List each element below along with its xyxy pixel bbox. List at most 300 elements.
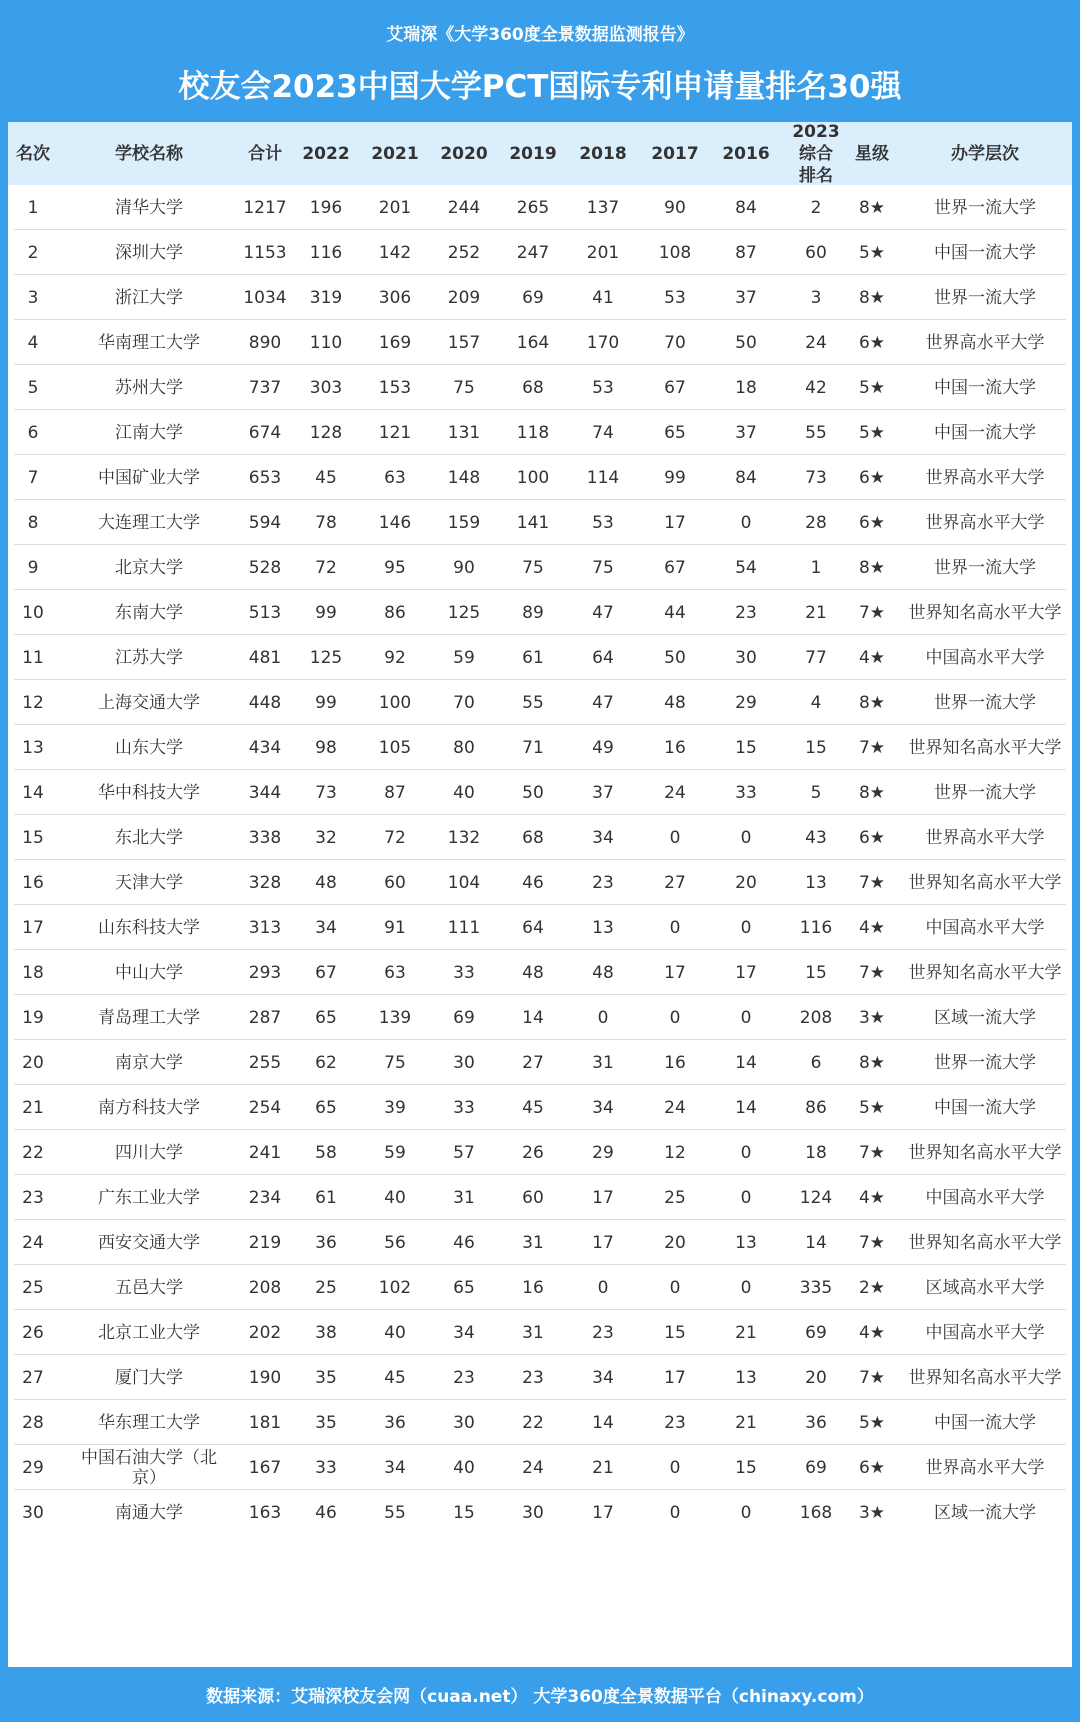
cell-y2016: 14 <box>735 1097 757 1118</box>
cell-y2019: 61 <box>522 647 544 668</box>
table-row <box>8 230 1072 275</box>
cell-overall-rank-2023: 24 <box>805 332 827 353</box>
cell-y2018: 201 <box>586 242 620 263</box>
cell-y2021: 86 <box>384 602 406 623</box>
cell-y2017: 0 <box>669 917 681 938</box>
cell-y2017: 67 <box>664 377 686 398</box>
page-title: 校友会2023中国大学PCT国际专利申请量排名30强 <box>178 69 902 105</box>
cell-y2022: 36 <box>315 1232 337 1253</box>
cell-school-level: 世界一流大学 <box>934 692 1036 713</box>
cell-school-name: 南方科技大学 <box>98 1097 200 1118</box>
cell-y2017: 0 <box>669 1277 681 1298</box>
cell-school-name: 南京大学 <box>115 1052 183 1073</box>
table-row <box>8 995 1072 1040</box>
cell-y2020: 159 <box>447 512 481 533</box>
cell-overall-rank-2023: 2 <box>810 197 822 218</box>
cell-y2016: 15 <box>735 737 757 758</box>
cell-total: 674 <box>248 422 282 443</box>
cell-y2020: 46 <box>453 1232 475 1253</box>
cell-y2022: 38 <box>315 1322 337 1343</box>
cell-y2019: 46 <box>522 872 544 893</box>
cell-star-level: 7★ <box>858 1367 886 1388</box>
cell-y2021: 34 <box>384 1457 406 1478</box>
cell-star-level: 8★ <box>858 692 886 713</box>
cell-y2020: 34 <box>453 1322 475 1343</box>
cell-y2020: 131 <box>447 422 481 443</box>
cell-school-name: 苏州大学 <box>115 377 183 398</box>
header-y2020: 2020 <box>440 143 488 164</box>
cell-y2018: 41 <box>592 287 614 308</box>
cell-y2020: 104 <box>447 872 481 893</box>
table-row <box>8 1175 1072 1220</box>
cell-overall-rank-2023: 6 <box>810 1052 822 1073</box>
cell-y2017: 50 <box>664 647 686 668</box>
cell-star-level: 6★ <box>858 1457 886 1478</box>
cell-rank: 9 <box>27 557 39 578</box>
cell-y2019: 141 <box>516 512 550 533</box>
cell-y2018: 29 <box>592 1142 614 1163</box>
cell-y2022: 32 <box>315 827 337 848</box>
cell-y2019: 23 <box>522 1367 544 1388</box>
cell-y2016: 13 <box>735 1232 757 1253</box>
cell-y2018: 13 <box>592 917 614 938</box>
cell-overall-rank-2023: 21 <box>805 602 827 623</box>
cell-y2021: 87 <box>384 782 406 803</box>
header-y2018: 2018 <box>579 143 627 164</box>
cell-school-level: 世界一流大学 <box>934 782 1036 803</box>
cell-y2016: 0 <box>740 917 752 938</box>
cell-y2019: 68 <box>522 827 544 848</box>
table-row <box>8 590 1072 635</box>
cell-total: 241 <box>248 1142 282 1163</box>
cell-y2022: 116 <box>309 242 343 263</box>
cell-star-level: 8★ <box>858 557 886 578</box>
cell-rank: 10 <box>22 602 44 623</box>
cell-y2020: 157 <box>447 332 481 353</box>
cell-y2020: 40 <box>453 782 475 803</box>
cell-y2016: 17 <box>735 962 757 983</box>
cell-y2020: 80 <box>453 737 475 758</box>
cell-y2020: 30 <box>453 1052 475 1073</box>
cell-y2021: 95 <box>384 557 406 578</box>
cell-y2021: 63 <box>384 467 406 488</box>
cell-y2016: 0 <box>740 512 752 533</box>
cell-overall-rank-2023: 15 <box>805 737 827 758</box>
header-school-name: 学校名称 <box>115 143 183 164</box>
cell-rank: 1 <box>27 197 39 218</box>
cell-y2021: 121 <box>378 422 412 443</box>
cell-y2021: 56 <box>384 1232 406 1253</box>
cell-y2016: 30 <box>735 647 757 668</box>
data-source-footer: 数据来源：艾瑞深校友会网（cuaa.net） 大学360度全景数据平台（chinaxy.com） <box>206 1687 874 1707</box>
cell-y2018: 23 <box>592 872 614 893</box>
cell-school-level: 区域一流大学 <box>934 1502 1036 1523</box>
cell-y2018: 17 <box>592 1187 614 1208</box>
cell-y2018: 49 <box>592 737 614 758</box>
table-row <box>8 455 1072 500</box>
ranking-table <box>8 122 1072 1667</box>
cell-y2022: 99 <box>315 602 337 623</box>
cell-y2017: 53 <box>664 287 686 308</box>
cell-y2021: 100 <box>378 692 412 713</box>
cell-y2020: 90 <box>453 557 475 578</box>
cell-y2019: 45 <box>522 1097 544 1118</box>
cell-star-level: 4★ <box>858 1187 886 1208</box>
cell-school-name: 江南大学 <box>115 422 183 443</box>
cell-y2016: 0 <box>740 1502 752 1523</box>
table-header <box>8 122 1072 185</box>
cell-y2020: 70 <box>453 692 475 713</box>
cell-y2021: 92 <box>384 647 406 668</box>
cell-school-name: 山东大学 <box>115 737 183 758</box>
cell-star-level: 8★ <box>858 197 886 218</box>
cell-overall-rank-2023: 20 <box>805 1367 827 1388</box>
cell-star-level: 8★ <box>858 782 886 803</box>
cell-y2021: 306 <box>378 287 412 308</box>
cell-y2019: 22 <box>522 1412 544 1433</box>
cell-y2022: 65 <box>315 1097 337 1118</box>
cell-y2019: 55 <box>522 692 544 713</box>
cell-total: 481 <box>248 647 282 668</box>
cell-y2020: 59 <box>453 647 475 668</box>
cell-rank: 22 <box>22 1142 44 1163</box>
cell-school-name: 西安交通大学 <box>98 1232 200 1253</box>
table-row <box>8 365 1072 410</box>
header-rank: 名次 <box>16 143 50 164</box>
cell-school-level: 区域一流大学 <box>934 1007 1036 1028</box>
cell-rank: 3 <box>27 287 39 308</box>
cell-y2018: 47 <box>592 602 614 623</box>
cell-y2022: 303 <box>309 377 343 398</box>
cell-school-name: 南通大学 <box>115 1502 183 1523</box>
cell-y2017: 17 <box>664 962 686 983</box>
cell-overall-rank-2023: 116 <box>799 917 833 938</box>
header-star-level: 星级 <box>855 143 889 164</box>
cell-y2016: 0 <box>740 827 752 848</box>
cell-star-level: 3★ <box>858 1007 886 1028</box>
cell-total: 254 <box>248 1097 282 1118</box>
cell-total: 313 <box>248 917 282 938</box>
cell-y2022: 34 <box>315 917 337 938</box>
cell-total: 513 <box>248 602 282 623</box>
cell-school-level: 世界一流大学 <box>934 197 1036 218</box>
cell-y2017: 17 <box>664 1367 686 1388</box>
cell-school-name: 华中科技大学 <box>98 782 200 803</box>
cell-rank: 27 <box>22 1367 44 1388</box>
cell-y2019: 16 <box>522 1277 544 1298</box>
table-row <box>8 275 1072 320</box>
cell-rank: 28 <box>22 1412 44 1433</box>
cell-y2018: 74 <box>592 422 614 443</box>
header-school-level: 办学层次 <box>951 143 1019 164</box>
table-row <box>8 1400 1072 1445</box>
cell-total: 338 <box>248 827 282 848</box>
cell-total: 234 <box>248 1187 282 1208</box>
cell-y2017: 44 <box>664 602 686 623</box>
cell-y2021: 36 <box>384 1412 406 1433</box>
cell-rank: 25 <box>22 1277 44 1298</box>
cell-rank: 12 <box>22 692 44 713</box>
cell-y2021: 169 <box>378 332 412 353</box>
cell-overall-rank-2023: 18 <box>805 1142 827 1163</box>
cell-y2019: 68 <box>522 377 544 398</box>
cell-y2017: 15 <box>664 1322 686 1343</box>
cell-y2021: 105 <box>378 737 412 758</box>
cell-y2021: 40 <box>384 1187 406 1208</box>
cell-total: 448 <box>248 692 282 713</box>
cell-total: 653 <box>248 467 282 488</box>
cell-school-level: 世界知名高水平大学 <box>908 962 1062 983</box>
cell-total: 594 <box>248 512 282 533</box>
table-row <box>8 1040 1072 1085</box>
cell-y2018: 21 <box>592 1457 614 1478</box>
cell-star-level: 6★ <box>858 332 886 353</box>
cell-overall-rank-2023: 60 <box>805 242 827 263</box>
table-row <box>8 1220 1072 1265</box>
cell-y2018: 17 <box>592 1502 614 1523</box>
cell-star-level: 7★ <box>858 962 886 983</box>
cell-school-level: 世界知名高水平大学 <box>908 872 1062 893</box>
cell-y2020: 40 <box>453 1457 475 1478</box>
cell-y2022: 35 <box>315 1367 337 1388</box>
cell-y2022: 25 <box>315 1277 337 1298</box>
cell-overall-rank-2023: 28 <box>805 512 827 533</box>
cell-y2017: 12 <box>664 1142 686 1163</box>
cell-y2018: 137 <box>586 197 620 218</box>
cell-y2016: 0 <box>740 1187 752 1208</box>
cell-school-level: 世界知名高水平大学 <box>908 737 1062 758</box>
cell-y2021: 55 <box>384 1502 406 1523</box>
cell-y2018: 0 <box>597 1277 609 1298</box>
table-row <box>8 905 1072 950</box>
cell-y2022: 35 <box>315 1412 337 1433</box>
cell-rank: 7 <box>27 467 39 488</box>
cell-school-level: 世界知名高水平大学 <box>908 1232 1062 1253</box>
cell-y2018: 47 <box>592 692 614 713</box>
table-row <box>8 1355 1072 1400</box>
cell-star-level: 2★ <box>858 1277 886 1298</box>
cell-school-level: 世界一流大学 <box>934 1052 1036 1073</box>
cell-school-name: 中山大学 <box>115 962 183 983</box>
cell-y2020: 209 <box>447 287 481 308</box>
cell-y2020: 148 <box>447 467 481 488</box>
cell-y2019: 14 <box>522 1007 544 1028</box>
cell-y2016: 0 <box>740 1142 752 1163</box>
cell-school-level: 世界知名高水平大学 <box>908 1142 1062 1163</box>
cell-overall-rank-2023: 36 <box>805 1412 827 1433</box>
table-row <box>8 770 1072 815</box>
cell-y2022: 46 <box>315 1502 337 1523</box>
cell-y2019: 164 <box>516 332 550 353</box>
cell-rank: 15 <box>22 827 44 848</box>
table-row <box>8 500 1072 545</box>
cell-total: 190 <box>248 1367 282 1388</box>
cell-y2022: 110 <box>309 332 343 353</box>
cell-y2018: 48 <box>592 962 614 983</box>
cell-rank: 14 <box>22 782 44 803</box>
cell-rank: 2 <box>27 242 39 263</box>
cell-school-level: 世界高水平大学 <box>925 467 1045 488</box>
cell-y2020: 57 <box>453 1142 475 1163</box>
cell-y2019: 24 <box>522 1457 544 1478</box>
cell-y2016: 29 <box>735 692 757 713</box>
cell-school-level: 世界高水平大学 <box>925 827 1045 848</box>
cell-star-level: 7★ <box>858 1142 886 1163</box>
cell-y2021: 91 <box>384 917 406 938</box>
table-row <box>8 320 1072 365</box>
cell-y2017: 70 <box>664 332 686 353</box>
cell-overall-rank-2023: 13 <box>805 872 827 893</box>
cell-total: 219 <box>248 1232 282 1253</box>
cell-y2017: 90 <box>664 197 686 218</box>
cell-school-level: 中国高水平大学 <box>925 1322 1045 1343</box>
cell-school-level: 中国高水平大学 <box>925 647 1045 668</box>
header-y2017: 2017 <box>651 143 699 164</box>
cell-rank: 21 <box>22 1097 44 1118</box>
table-row <box>8 1265 1072 1310</box>
cell-school-name: 东北大学 <box>115 827 183 848</box>
cell-y2019: 75 <box>522 557 544 578</box>
cell-y2019: 71 <box>522 737 544 758</box>
cell-y2019: 69 <box>522 287 544 308</box>
cell-school-level: 中国一流大学 <box>934 242 1036 263</box>
cell-y2018: 0 <box>597 1007 609 1028</box>
cell-rank: 29 <box>22 1457 44 1478</box>
cell-star-level: 8★ <box>858 1052 886 1073</box>
cell-y2022: 99 <box>315 692 337 713</box>
cell-y2022: 48 <box>315 872 337 893</box>
cell-y2019: 247 <box>516 242 550 263</box>
cell-overall-rank-2023: 15 <box>805 962 827 983</box>
cell-rank: 18 <box>22 962 44 983</box>
header-overall-rank-2023: 2023综合排名 <box>792 121 840 186</box>
cell-y2017: 17 <box>664 512 686 533</box>
cell-overall-rank-2023: 69 <box>805 1457 827 1478</box>
cell-y2017: 108 <box>658 242 692 263</box>
table-row <box>8 1085 1072 1130</box>
cell-y2020: 111 <box>447 917 481 938</box>
cell-rank: 17 <box>22 917 44 938</box>
cell-total: 181 <box>248 1412 282 1433</box>
cell-rank: 30 <box>22 1502 44 1523</box>
cell-overall-rank-2023: 77 <box>805 647 827 668</box>
cell-y2019: 89 <box>522 602 544 623</box>
cell-y2018: 114 <box>586 467 620 488</box>
cell-y2021: 72 <box>384 827 406 848</box>
cell-y2017: 67 <box>664 557 686 578</box>
cell-total: 1153 <box>243 242 287 263</box>
cell-y2022: 72 <box>315 557 337 578</box>
cell-y2021: 45 <box>384 1367 406 1388</box>
cell-y2018: 14 <box>592 1412 614 1433</box>
cell-school-name: 深圳大学 <box>115 242 183 263</box>
cell-y2018: 23 <box>592 1322 614 1343</box>
cell-school-level: 世界一流大学 <box>934 287 1036 308</box>
cell-total: 1034 <box>243 287 287 308</box>
cell-y2017: 0 <box>669 1457 681 1478</box>
cell-y2022: 125 <box>309 647 343 668</box>
cell-y2016: 54 <box>735 557 757 578</box>
cell-y2022: 196 <box>309 197 343 218</box>
cell-school-level: 世界高水平大学 <box>925 1457 1045 1478</box>
table-row <box>8 725 1072 770</box>
cell-star-level: 7★ <box>858 1232 886 1253</box>
cell-rank: 11 <box>22 647 44 668</box>
cell-total: 344 <box>248 782 282 803</box>
cell-star-level: 6★ <box>858 827 886 848</box>
cell-school-level: 世界高水平大学 <box>925 512 1045 533</box>
cell-rank: 8 <box>27 512 39 533</box>
cell-y2016: 0 <box>740 1277 752 1298</box>
cell-total: 202 <box>248 1322 282 1343</box>
cell-y2016: 84 <box>735 467 757 488</box>
cell-school-name: 东南大学 <box>115 602 183 623</box>
cell-star-level: 3★ <box>858 1502 886 1523</box>
cell-overall-rank-2023: 42 <box>805 377 827 398</box>
cell-y2020: 244 <box>447 197 481 218</box>
cell-total: 1217 <box>243 197 287 218</box>
cell-y2018: 37 <box>592 782 614 803</box>
cell-y2020: 125 <box>447 602 481 623</box>
cell-total: 167 <box>248 1457 282 1478</box>
cell-star-level: 5★ <box>858 422 886 443</box>
cell-y2018: 31 <box>592 1052 614 1073</box>
cell-total: 287 <box>248 1007 282 1028</box>
cell-school-name: 山东科技大学 <box>98 917 200 938</box>
cell-y2016: 33 <box>735 782 757 803</box>
cell-y2021: 146 <box>378 512 412 533</box>
cell-y2016: 20 <box>735 872 757 893</box>
cell-school-name: 青岛理工大学 <box>98 1007 200 1028</box>
cell-y2018: 17 <box>592 1232 614 1253</box>
header-y2022: 2022 <box>302 143 350 164</box>
cell-overall-rank-2023: 43 <box>805 827 827 848</box>
cell-y2020: 33 <box>453 1097 475 1118</box>
table-row <box>8 1310 1072 1355</box>
cell-total: 528 <box>248 557 282 578</box>
cell-overall-rank-2023: 5 <box>810 782 822 803</box>
cell-overall-rank-2023: 3 <box>810 287 822 308</box>
cell-overall-rank-2023: 335 <box>799 1277 833 1298</box>
cell-y2020: 252 <box>447 242 481 263</box>
cell-y2017: 25 <box>664 1187 686 1208</box>
cell-y2022: 128 <box>309 422 343 443</box>
header-y2016: 2016 <box>722 143 770 164</box>
cell-y2018: 53 <box>592 512 614 533</box>
cell-y2018: 34 <box>592 1367 614 1388</box>
table-row <box>8 185 1072 230</box>
cell-y2019: 265 <box>516 197 550 218</box>
table-row <box>8 680 1072 725</box>
cell-rank: 4 <box>27 332 39 353</box>
table-row <box>8 950 1072 995</box>
cell-school-name: 上海交通大学 <box>98 692 200 713</box>
cell-y2022: 65 <box>315 1007 337 1028</box>
header-y2021: 2021 <box>371 143 419 164</box>
cell-school-name: 厦门大学 <box>115 1367 183 1388</box>
cell-y2020: 23 <box>453 1367 475 1388</box>
cell-y2018: 34 <box>592 1097 614 1118</box>
cell-overall-rank-2023: 1 <box>810 557 822 578</box>
cell-star-level: 6★ <box>858 467 886 488</box>
cell-y2017: 99 <box>664 467 686 488</box>
cell-school-name: 华南理工大学 <box>98 332 200 353</box>
cell-school-level: 中国一流大学 <box>934 1412 1036 1433</box>
cell-y2022: 61 <box>315 1187 337 1208</box>
cell-y2021: 60 <box>384 872 406 893</box>
cell-rank: 6 <box>27 422 39 443</box>
cell-star-level: 5★ <box>858 1412 886 1433</box>
